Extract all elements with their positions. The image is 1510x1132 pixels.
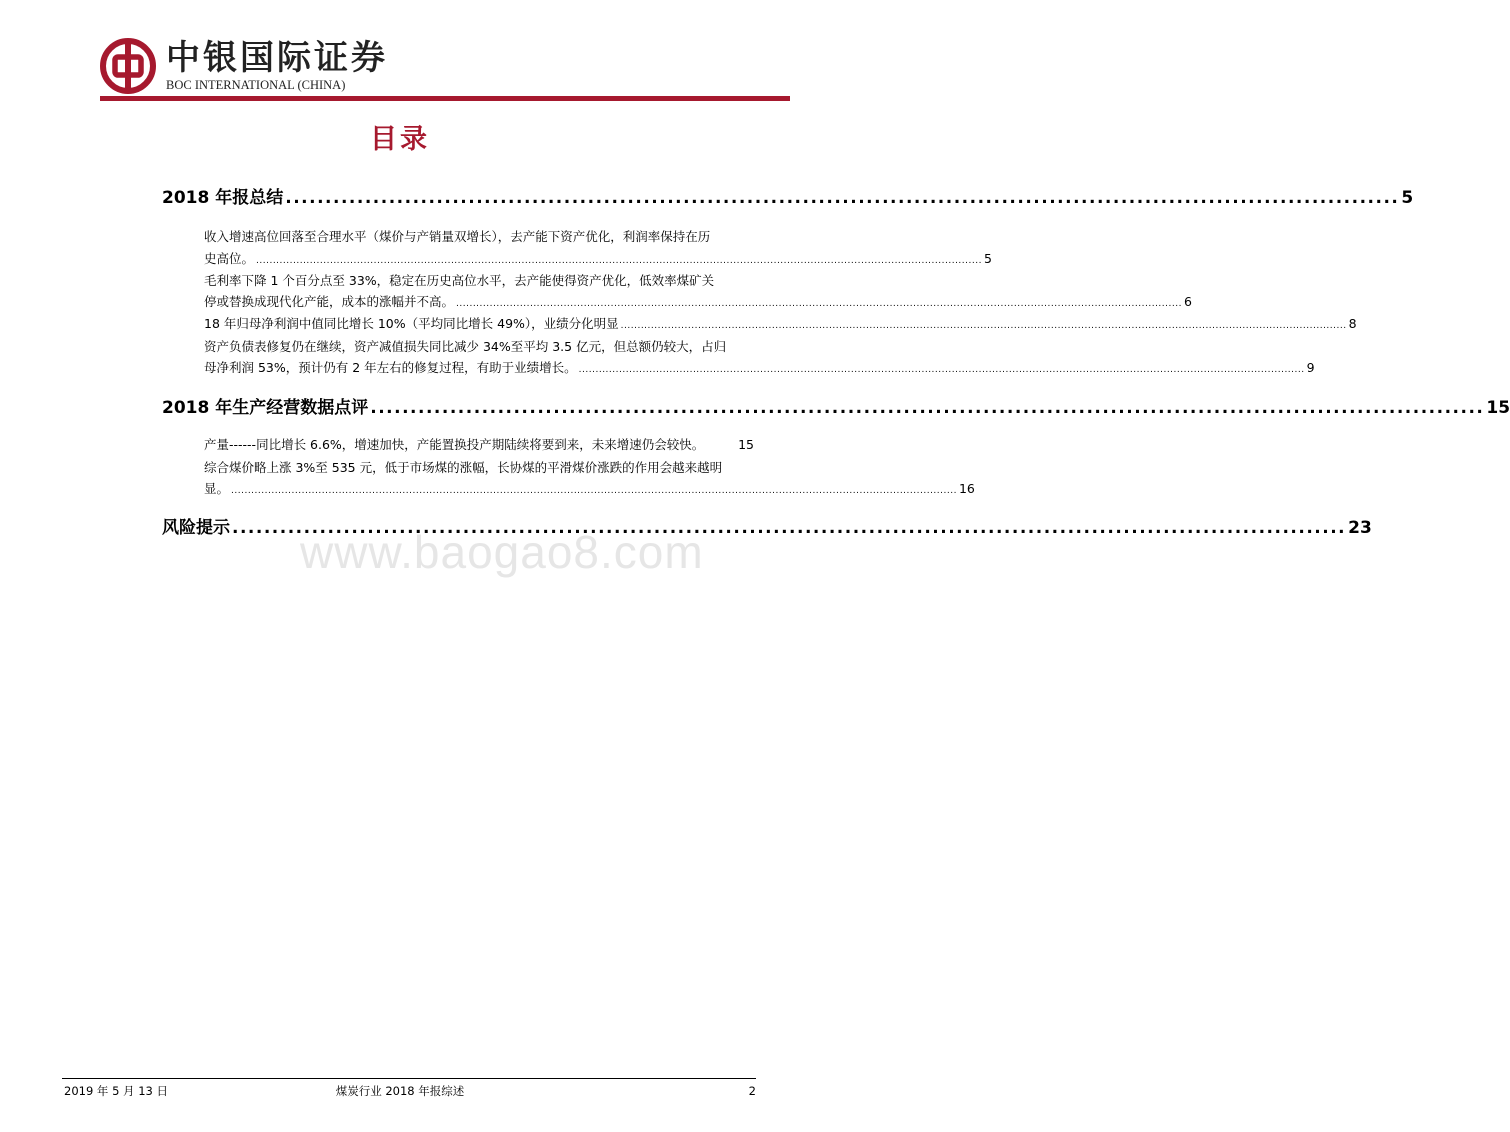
toc-section-label: 2018 年报总结 [162,188,284,208]
boc-logo-icon [100,38,156,94]
footer-report-title: 煤炭行业 2018 年报综述 [335,1084,465,1098]
toc-section-annual-summary[interactable] [162,186,1414,210]
brand-name-cn: 中银国际证券 [166,38,388,78]
toc-section-operations[interactable] [162,396,1510,420]
dot-leader: ........................................................................................................................................................................................................................ [256,256,982,266]
toc-item-line[interactable]: 资产负债表修复仍在继续，资产减值损失同比减少 34%至平均 3.5 亿元，但总额仍较大，占归 [204,339,727,354]
toc-page-number: 9 [1306,360,1315,375]
dot-leader: ........................................................................................................................................................................................................................ [578,365,1305,375]
dot-leader: ........................................................................................................................................................................................................................ [456,299,1182,309]
toc-page-number: 6 [1183,294,1192,309]
toc-item-balance-sheet[interactable] [204,358,1315,380]
toc-page-number: 15 [1486,398,1510,418]
toc-item-line[interactable]: 毛利率下降 1 个百分点至 33%，稳定在历史高位水平，去产能使得资产优化，低效率煤矿关 [204,273,715,288]
toc-item-revenue-growth[interactable] [204,249,992,271]
dot-leader: ........................................................................................................................................................................................................................ [231,486,957,496]
toc-item-label: 显。 [204,481,230,496]
toc-item-line[interactable]: 收入增速高位回落至合理水平（煤价与产销量双增长），去产能下资产优化，利润率保持在历 [204,229,711,244]
footer-date: 2019 年 5 月 13 日 [64,1084,168,1098]
toc-item-coal-price[interactable] [204,479,975,501]
toc-title: 目录 [370,124,430,155]
header-divider [100,96,790,101]
toc-item-label: 史高位。 [204,251,255,266]
brand-name-en: BOC INTERNATIONAL (CHINA) [166,78,346,92]
watermark: www.baogao8.com [300,526,704,578]
dot-leader: ........................................................................................................................................................................................................................ [620,321,1347,331]
toc-page-number: 8 [1348,316,1357,331]
dot-leader: ............................................................................................................................................ [285,188,1400,208]
toc-page-number: 15 [738,437,754,452]
toc-item-label: 18 年归母净利润中值同比增长 10%（平均同比增长 49%），业绩分化明显 [204,316,619,331]
dot-leader: ............................................................................................................................................ [232,518,1347,538]
toc-item-label: 母净利润 53%，预计仍有 2 年左右的修复过程，有助于业绩增长。 [204,360,577,375]
toc-section-label: 2018 年生产经营数据点评 [162,398,369,418]
footer-page-number: 2 [748,1084,756,1098]
toc-item-label: 停或替换成现代化产能，成本的涨幅并不高。 [204,294,455,309]
dot-leader: ............................................................................................................................................ [370,398,1485,418]
toc-page-number: 5 [983,251,992,266]
toc-section-label: 风险提示 [162,518,230,538]
toc-item-line[interactable]: 综合煤价略上涨 3%至 535 元，低于市场煤的涨幅，长协煤的平滑煤价涨跌的作用会越来越明 [204,460,723,475]
toc-page-number: 16 [958,481,975,496]
toc-page-number: 23 [1348,518,1372,538]
toc-page-number: 5 [1401,188,1414,208]
toc-item-label: 产量------同比增长 6.6%，增速加快，产能置换投产期陆续将要到来，未来增速仍会较快。 [204,437,705,452]
footer-divider [62,1078,756,1079]
toc-item-output[interactable] [204,435,754,455]
toc-item-net-profit[interactable] [204,314,1357,336]
toc-item-gross-margin[interactable] [204,292,1192,314]
